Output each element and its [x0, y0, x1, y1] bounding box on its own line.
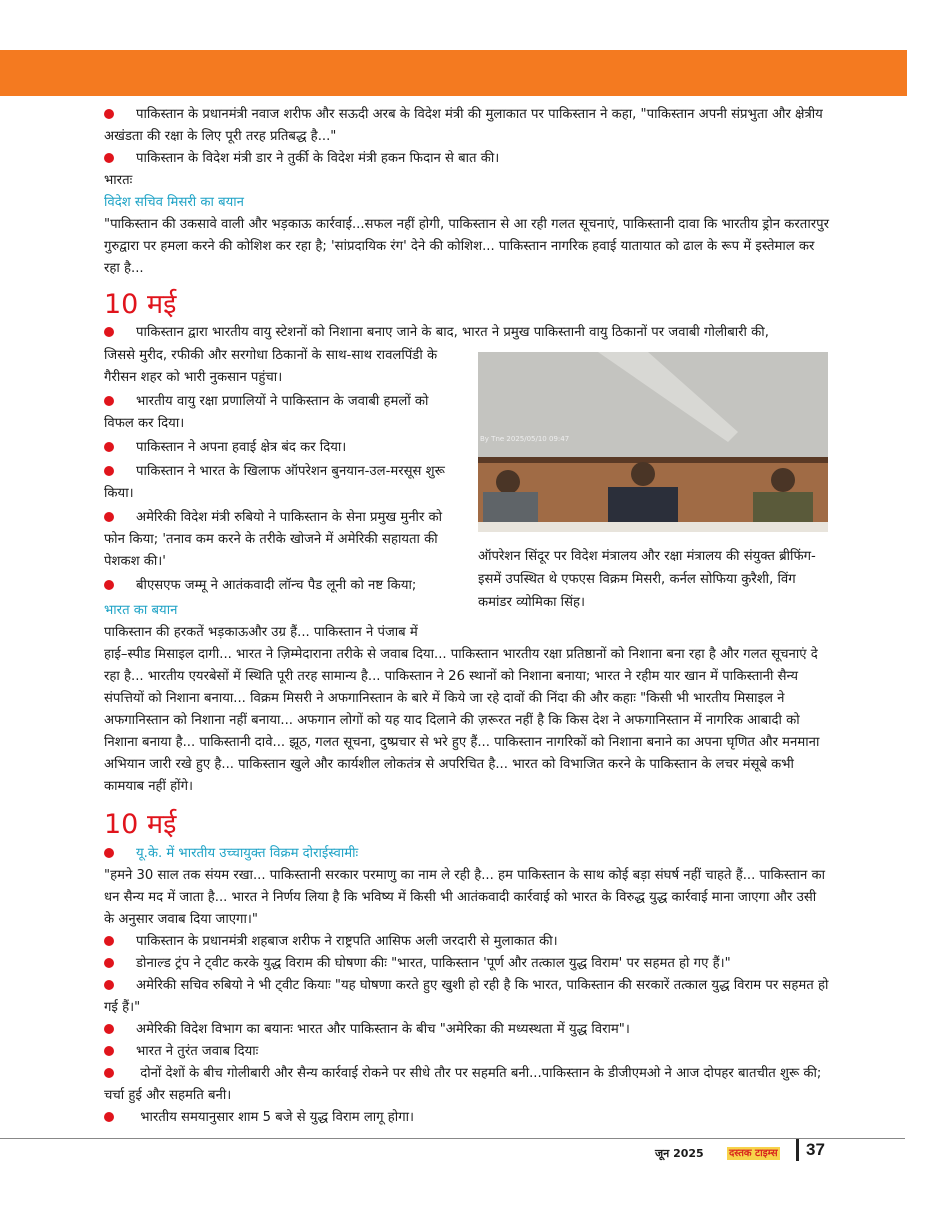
list-item — [104, 931, 830, 953]
list-item — [104, 507, 454, 573]
bullet-icon — [104, 1068, 114, 1078]
bullet-icon — [104, 396, 114, 406]
bullet-text: भारतीय समयानुसार शाम 5 बजे से युद्ध विराम लागू होगा। — [136, 1110, 415, 1125]
list-item — [104, 1041, 830, 1063]
bullet-icon — [104, 466, 114, 476]
quote: "पाकिस्तान की उकसावे वाली और भड़काऊ कार्रवाई...सफल नहीं होगी, पाकिस्तान से आ रही गलत सूचनाएं, पाकिस्तानी दावा कि भारतीय ड्रोन करतारपुर गुरुद्वारा पर हमला करने की कोशिश कर रहा है; 'सांप्रदायिक रंग' देने की कोशिश... पाकिस्तान नागरिक हवाई यातायात को ढाल के रूप में इस्तेमाल कर रहा है... — [104, 217, 830, 276]
list-item — [104, 975, 830, 1019]
bullet-text: पाकिस्तान के विदेश मंत्री डार ने तुर्की के विदेश मंत्री हकन फिदान से बात की। — [136, 151, 500, 166]
list-item — [104, 1107, 830, 1129]
bullet-icon — [104, 1112, 114, 1122]
date-heading: 10 मई — [104, 289, 177, 320]
photo-caption: ऑपरेशन सिंदूर पर विदेश मंत्रालय और रक्षा मंत्रालय की संयुक्त ब्रीफिंग- इसमें उपस्थित थे एफएस विक्रम मिसरी, कर्नल सोफिया कुरैशी, विंग कमांडर व्योमिका सिंह। — [478, 549, 816, 610]
bullet-icon — [104, 512, 114, 522]
bullet-icon — [104, 153, 114, 163]
subheading: भारत का बयान — [104, 603, 178, 618]
bullet-text: डोनाल्ड ट्रंप ने ट्वीट करके युद्ध विराम की घोषणा कीः "भारत, पाकिस्तान 'पूर्ण और तत्काल युद्ध विराम' पर सहमत हो गए हैं।" — [136, 956, 731, 971]
india-statement — [104, 600, 830, 798]
section2-lead — [104, 322, 830, 344]
bullet-text: दोनों देशों के बीच गोलीबारी और सैन्य कार्रवाई रोकने पर सीधे तौर पर सहमति बनी...पाकिस्तान के डीजीएमओ ने आज दोपहर बातचीत शुरू की; चर्चा हुई और सहमति बनी। — [104, 1066, 822, 1103]
bullet-text: पाकिस्तान ने अपना हवाई क्षेत्र बंद कर दिया। — [136, 440, 347, 455]
list-item — [104, 1063, 830, 1107]
photo-timestamp: By Tne 2025/05/10 09:47 — [480, 435, 570, 443]
bullet-icon — [104, 327, 114, 337]
quote: "हमने 30 साल तक संयम रखा... पाकिस्तानी सरकार परमाणु का नाम ले रही है... हम पाकिस्तान के साथ कोई बड़ा संघर्ष नहीं चाहते हैं... पाकिस्तान का धन सैन्य मद में जाता है... भारत ने निर्णय लिया है कि भविष्य में किसी भी आतंकवादी कार्रवाई को भारत के विरुद्ध युद्ध कार्रवाई माना जाएगा और उसी के अनुसार जवाब दिया जाएगा।" — [104, 868, 826, 927]
list-item — [104, 391, 454, 435]
list-item — [104, 461, 454, 505]
subheading: यू.के. में भारतीय उच्चायुक्त विक्रम दोराईस्वामीः — [136, 846, 359, 861]
bullet-text: बीएसएफ जम्मू ने आतंकवादी लॉन्च पैड लूनी को नष्ट किया; — [136, 578, 417, 593]
statement-body: हाई–स्पीड मिसाइल दागी... भारत ने ज़िम्मेदाराना तरीके से जवाब दिया... पाकिस्तान भारतीय रक्षा प्रतिष्ठानों को निशाना बना रहा है और गलत सूचनाएं दे रहा है... भारतीय एयरबेसों में स्थिति पूरी तरह सामान्य है... पाकिस्तान ने 26 स्थानों को निशाना बनाया; भारत ने रहीम यार खान में पाकिस्तानी सैन्य संपत्तियों को निशाना बनाया... विक्रम मिसरी ने अफगानिस्तान के बारे में किये जा रहे दावों की निंदा की और कहाः "किसी भी भारतीय मिसाइल ने अफगानिस्तान को निशाना नहीं बनाया... अफगान लोगों को यह याद दिलाने की ज़रूरत नहीं है कि किस देश ने अफगानिस्तान में नागरिक आबादी को निशाना बनाया है... पाकिस्तानी दावे... झूठ, गलत सूचना, दुष्प्रचार से भरे हुए हैं... पाकिस्तान नागरिकों को निशाना बनाने का अपना घृणित और मनमाना अभियान जारी रखे हुए है... पाकिस्तान खुले और कार्यशील लोकतंत्र से अपरिचित है... भारत को विभाजित करने के पाकिस्तान के लचर मंसूबे कभी कामयाब नहीं होंगे। — [104, 647, 820, 794]
bullet-icon — [104, 936, 114, 946]
list-item — [104, 843, 830, 865]
bullet-icon — [104, 442, 114, 452]
footer-date: जून 2025 — [655, 1147, 704, 1160]
bullet-text: अमेरिकी विदेश विभाग का बयानः भारत और पाकिस्तान के बीच "अमेरिका की मध्यस्थता में युद्ध विराम"। — [136, 1022, 630, 1037]
date-heading: 10 मई — [104, 809, 177, 840]
bullet-text: पाकिस्तान ने भारत के खिलाफ ऑपरेशन बुनयान-उल-मरसूस शुरू किया। — [104, 464, 445, 501]
bullet-icon — [104, 1024, 114, 1034]
bullet-text: पाकिस्तान द्वारा भारतीय वायु स्टेशनों को निशाना बनाए जाने के बाद, भारत ने प्रमुख पाकिस्तानी वायु ठिकानों पर जवाबी गोलीबारी की, — [136, 325, 769, 340]
bullet-icon — [104, 109, 114, 119]
header-bar — [0, 50, 907, 96]
statement-first-line: पाकिस्तान की हरकतें भड़काऊऔर उग्र हैं... पाकिस्तान ने पंजाब में — [104, 625, 418, 640]
magazine-logo: दस्तक टाइम्स — [729, 1148, 778, 1159]
bullet-text: भारत ने तुरंत जवाब दियाः — [136, 1044, 259, 1059]
bullet-text: अमेरिकी विदेश मंत्री रुबियो ने पाकिस्तान के सेना प्रमुख मुनीर को फोन किया; 'तनाव कम करने के तरीके खोजने में अमेरिकी सहायता की पेशकश की।' — [104, 510, 443, 569]
list-item — [104, 437, 454, 459]
bullet-text: भारतीय वायु रक्षा प्रणालियों ने पाकिस्तान के जवाबी हमलों को विफल कर दिया। — [104, 394, 429, 431]
bullet-icon — [104, 848, 114, 858]
bullet-icon — [104, 1046, 114, 1056]
bullet-text-continued: जिससे मुरीद, रफीकी और सरगोधा ठिकानों के साथ-साथ रावलपिंडी के गैरीसन शहर को भारी नुकसान पहुंचा। — [104, 348, 438, 385]
list-item — [104, 148, 830, 170]
footer-separator — [796, 1139, 799, 1161]
footer-divider — [0, 1138, 905, 1139]
list-item — [104, 1019, 830, 1041]
india-label: भारतः — [104, 173, 133, 188]
briefing-photo — [478, 352, 828, 532]
list-item — [104, 104, 830, 148]
bullet-text: पाकिस्तान के प्रधानमंत्री नवाज शरीफ और सऊदी अरब के विदेश मंत्री की मुलाकात पर पाकिस्तान ने कहा, "पाकिस्तान अपनी संप्रभुता और क्षेत्रीय अखंडता की रक्षा के लिए पूरी तरह प्रतिबद्ध है..." — [104, 107, 823, 144]
bullet-icon — [104, 980, 114, 990]
section3-body — [104, 843, 830, 1129]
section2-left-column — [104, 345, 454, 597]
list-item — [104, 575, 454, 597]
list-item — [104, 322, 830, 344]
bullet-icon — [104, 958, 114, 968]
block-pakistan-statements — [104, 104, 830, 280]
subheading: विदेश सचिव मिसरी का बयान — [104, 195, 245, 210]
bullet-text: अमेरिकी सचिव रुबियो ने भी ट्वीट कियाः "यह घोषणा करते हुए खुशी हो रही है कि भारत, पाकिस्तान की सरकारें तत्काल युद्ध विराम पर सहमत हो गई हैं।" — [104, 978, 829, 1015]
bullet-icon — [104, 580, 114, 590]
page-number: 37 — [806, 1140, 825, 1159]
list-item — [104, 953, 830, 975]
bullet-text: पाकिस्तान के प्रधानमंत्री शहबाज शरीफ ने राष्ट्रपति आसिफ अली जरदारी से मुलाकात की। — [136, 934, 558, 949]
